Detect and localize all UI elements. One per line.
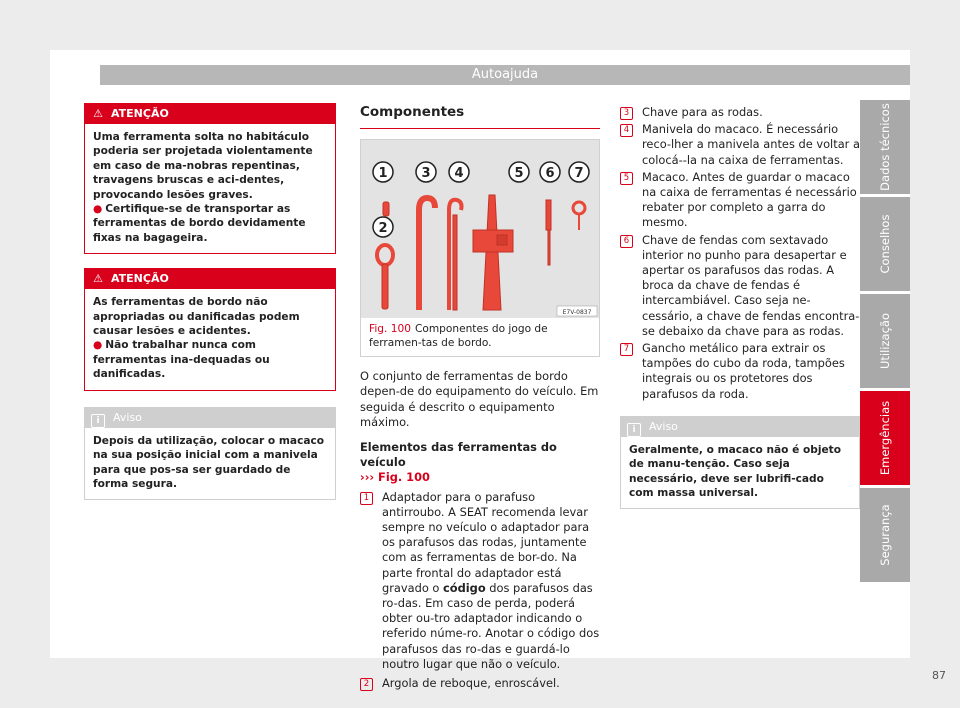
figure-label: 7 (574, 166, 584, 182)
warning-box-1 (84, 103, 336, 254)
middle-column (360, 103, 600, 691)
bullet-icon: ● (93, 339, 103, 352)
tools-illustration (361, 140, 599, 318)
warning-triangle-icon: ⚠ (93, 107, 103, 120)
tab-emergencias[interactable]: Emergências (860, 391, 910, 485)
aviso-box-left (84, 407, 336, 501)
info-icon: i (627, 423, 641, 437)
item-number: 1 (360, 492, 373, 505)
right-column (620, 103, 860, 509)
warning-title-1: ⚠ ATENÇÃO (85, 104, 335, 124)
item-number: 4 (620, 124, 633, 137)
item-number: 7 (620, 343, 633, 356)
figure-ref: Fig. 100 (369, 323, 411, 336)
header-title: Autoajuda (471, 67, 539, 82)
left-column (84, 103, 336, 500)
item-number: 6 (620, 235, 633, 248)
bullet-icon: ● (93, 203, 103, 216)
aviso-title-right: i Aviso (621, 417, 859, 437)
warning-text-2: As ferramentas de bordo não apropriadas ou danificadas podem causar lesões e acidentes. (93, 296, 300, 338)
warning-body-2 (85, 289, 335, 389)
info-icon: i (91, 414, 105, 428)
aviso-text-left: Depois da utilização, colocar o macaco na sua posição inicial com a manivela para que pos-sa ser guardado de forma segura. (93, 434, 325, 490)
warning-text-1: Uma ferramenta solta no habitáculo poderia ser projetada violentamente em caso de ma-nobras repentinas, travagens bruscas e aci-dentes, provocando lesões graves. (93, 131, 313, 201)
figure-caption: Fig. 100 Componentes do jogo de ferramen-tas de bordo. (369, 323, 548, 349)
list-item-4: 4 Manivela do macaco. É necessário reco-lher a manivela antes de voltar a colocá--la na caixa de ferramentas. (620, 122, 860, 168)
list-item-6: 6 Chave de fendas com sextavado interior no punho para desapertar e apertar os parafusos das rodas. A broca da chave de fendas é intercambiável. Caso seja ne-cessário, a chave de fendas encontra-se debaixo da chave para as rodas. (620, 233, 860, 339)
tab-dados-tecnicos[interactable]: Dados técnicos (860, 100, 910, 194)
warning-title-2: ⚠ ATENÇÃO (85, 269, 335, 289)
list-item-3: 3 Chave para as rodas. (620, 105, 860, 120)
warning-box-2 (84, 268, 336, 390)
list-item-2: 2 Argola de reboque, enroscável. (360, 676, 600, 691)
figure-label: 4 (454, 166, 464, 182)
list-item-1: 1 Adaptador para o parafuso antirroubo. A SEAT recomenda levar sempre no veículo o adaptador para os parafusos das rodas, juntamente com as ferramentas de bor-do. Na parte frontal do adaptador está gravado o código dos parafusos das ro-das. Em caso de perda, poderá obter ou-tro adaptador indicando o referido núme-ro. Anotar o código dos parafusos das ro-das e guardá-lo noutro lugar que não o veículo. (360, 490, 600, 672)
aviso-title-left: i Aviso (85, 408, 335, 428)
figure-label: 5 (514, 166, 524, 182)
tools-drawing (361, 140, 599, 318)
warning-bullet-2: ● Não trabalhar nunca com ferramentas ina-dequadas ou danificadas. (93, 339, 270, 381)
item-number: 3 (620, 107, 633, 120)
page (50, 50, 946, 691)
figure-100 (360, 139, 600, 357)
aviso-text-right: Geralmente, o macaco não é objeto de manu-tenção. Caso seja necessário, deve ser lubrifi-cado com massa universal. (629, 443, 841, 500)
figure-label: 2 (378, 221, 388, 237)
list-item-5: 5 Macaco. Antes de guardar o macaco na caixa de ferramentas é necessário rebater por completo a garra do mesmo. (620, 170, 860, 231)
list-item-7: 7 Gancho metálico para extrair os tampões do cubo da roda, tampões integrais ou os protetores dos parafusos da roda. (620, 341, 860, 402)
figure-label: 1 (378, 166, 388, 182)
fig-link[interactable]: ››› Fig. 100 (360, 470, 430, 485)
header-bar (100, 65, 910, 85)
intro-paragraph: O conjunto de ferramentas de bordo depen-de do equipamento do veículo. Em seguida é descrito o equipamento máximo. (360, 369, 599, 429)
aviso-box-right (620, 416, 860, 510)
warning-triangle-icon: ⚠ (93, 272, 103, 286)
section-title: Componentes (360, 105, 600, 129)
figure-label: 3 (421, 166, 431, 182)
warning-body-1 (85, 124, 335, 253)
tab-utilizacao[interactable]: Utilização (860, 294, 910, 388)
figure-label: 6 (545, 166, 555, 182)
tab-seguranca[interactable]: Segurança (860, 488, 910, 582)
figure-code: E7V-0837 (562, 309, 592, 317)
subhead: Elementos das ferramentas do veículo ››› Fig. 100 (360, 440, 557, 485)
warning-bullet-1: ● Certifique-se de transportar as ferramentas de bordo devidamente fixas na bagageira. (93, 203, 306, 244)
item-number: 5 (620, 172, 633, 185)
item-number: 2 (360, 678, 373, 691)
tab-conselhos[interactable]: Conselhos (860, 197, 910, 291)
page-number: 87 (932, 669, 946, 682)
